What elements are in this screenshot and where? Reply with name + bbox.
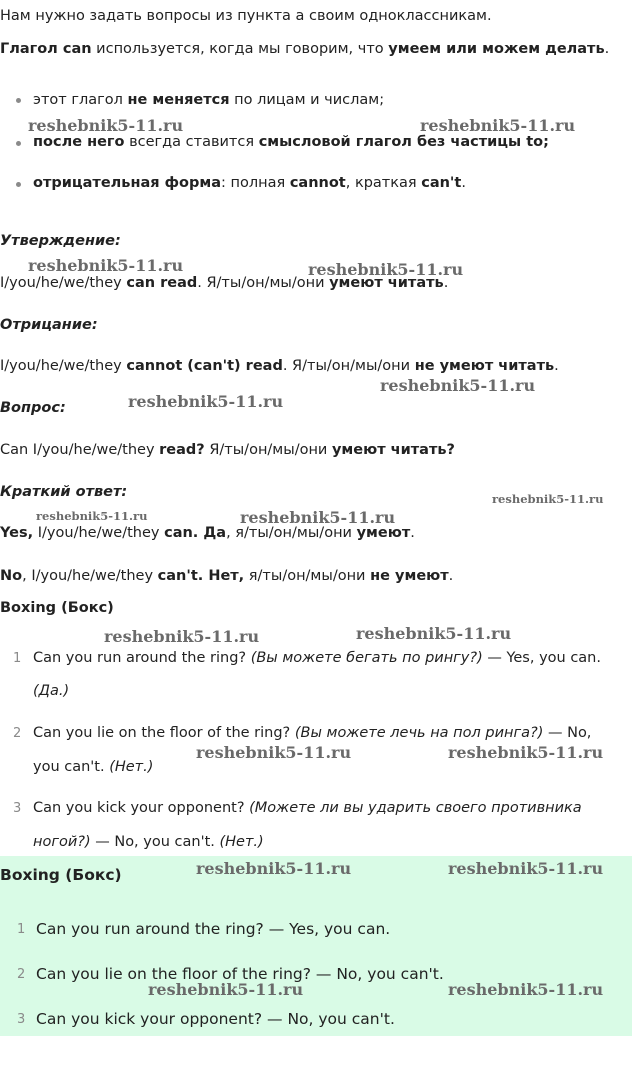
short-answer-yes: Yes, I/you/he/we/they can. Да, я/ты/он/мы/они умеют. [0,525,415,541]
bullet-marker [16,182,21,187]
watermark-text: reshebnik5-11.ru [308,260,464,279]
bullet-item-2: после него всегда ставится смысловой глагол без частицы to; [33,134,549,150]
list-number: 1 [13,651,22,666]
question-heading: Вопрос: [0,400,66,416]
watermark-text: reshebnik5-11.ru [28,116,184,135]
watermark-text: reshebnik5-11.ru [196,743,352,762]
list-item: Can you lie on the floor of the ring? (Вы можете лечь на пол ринга?) — No, [33,725,592,741]
short-answer-heading: Краткий ответ: [0,484,128,500]
watermark-text: reshebnik5-11.ru [36,509,148,523]
watermark-text: reshebnik5-11.ru [240,508,396,527]
negative-heading: Отрицание: [0,317,98,333]
watermark-text: reshebnik5-11.ru [104,627,260,646]
watermark-text: reshebnik5-11.ru [28,256,184,275]
boxing-heading: Boxing (Бокс) [0,600,114,616]
rule-text: Глагол can используется, когда мы говорим, что умеем или можем делать. [0,41,610,57]
watermark-text: reshebnik5-11.ru [420,116,576,135]
answer-item: Can you kick your opponent? — No, you can't. [36,1010,395,1028]
list-item: Can you kick your opponent? (Можете ли вы ударить своего противника [33,800,582,816]
short-answer-no: No, I/you/he/we/they can't. Нет, я/ты/он/мы/они не умеют. [0,568,454,584]
watermark-text: reshebnik5-11.ru [128,392,284,411]
task-text: Нам нужно задать вопросы из пункта а своим одноклассникам. [0,8,492,24]
list-number: 2 [13,726,22,741]
affirmative-example: I/you/he/we/they can read. Я/ты/он/мы/они умеют читать. [0,275,449,291]
watermark-text: reshebnik5-11.ru [492,492,604,506]
watermark-text: reshebnik5-11.ru [448,743,604,762]
bullet-marker [16,141,21,146]
answer-item: Can you lie on the floor of the ring? — No, you can't. [36,965,444,983]
negative-example: I/you/he/we/they cannot (can't) read. Я/ты/он/мы/они не умеют читать. [0,358,559,374]
list-item-continuation: (Да.) [33,683,70,699]
watermark-text: reshebnik5-11.ru [196,859,352,878]
affirmative-heading: Утверждение: [0,233,121,249]
watermark-text: reshebnik5-11.ru [448,859,604,878]
list-item-continuation: ногой?) — No, you can't. (Нет.) [33,834,264,850]
list-item-continuation: you can't. (Нет.) [33,759,154,775]
answer-number: 2 [17,967,26,982]
watermark-text: reshebnik5-11.ru [148,980,304,999]
bullet-item-1: этот глагол не меняется по лицам и числам; [33,92,385,108]
answer-heading: Boxing (Бокс) [0,866,122,884]
watermark-text: reshebnik5-11.ru [356,624,512,643]
answer-item: Can you run around the ring? — Yes, you can. [36,920,391,938]
bullet-item-3: отрицательная форма: полная cannot, краткая can't. [33,175,466,191]
answer-number: 1 [17,922,26,937]
watermark-text: reshebnik5-11.ru [448,980,604,999]
question-example: Can I/you/he/we/they read? Я/ты/он/мы/они умеют читать? [0,442,455,458]
bullet-marker [16,98,21,103]
list-item: Can you run around the ring? (Вы можете бегать по рингу?) — Yes, you can. [33,650,601,666]
list-number: 3 [13,801,22,816]
answer-number: 3 [17,1012,26,1027]
watermark-text: reshebnik5-11.ru [380,376,536,395]
